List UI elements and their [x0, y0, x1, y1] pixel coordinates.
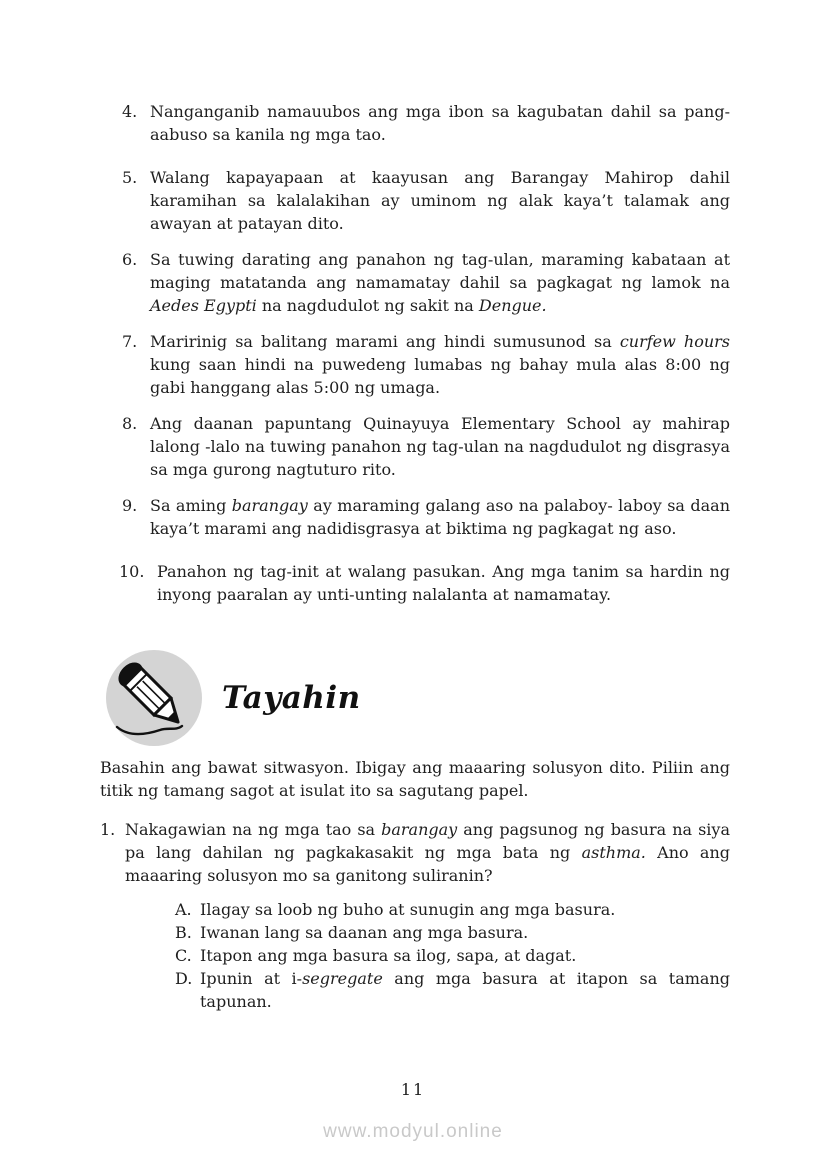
item-text: Walang kapayapaan at kaayusan ang Barangay Mahirop dahil karamihan sa kalalakihan ay uminom ng alak kaya’t talamak ang awayan at patayan dito. [150, 168, 730, 233]
item-text: Ang daanan papuntang Quinayuya Elementary School ay mahirap lalong -lalo na tuwing panahon ng tag-ulan na nagdudulot ng disgrasya sa mga gurong nagtuturo rito. [150, 414, 730, 479]
choice-letter: D. [175, 969, 193, 988]
list-item [122, 248, 730, 317]
choice-text: Ilagay sa loob ng buho at sunugin ang mga basura. [200, 900, 616, 919]
question-text: Nakagawian na ng mga tao sa barangay ang pagsunog ng basura na siya pa lang dahilan ng pagkakasakit ng mga bata ng asthma. Ano ang maaaring solusyon mo sa ganitong suliranin? [125, 820, 731, 885]
question-number: 1. [100, 820, 116, 839]
list-item [122, 412, 730, 481]
item-number: 10. [119, 562, 145, 581]
choice-letter: C. [175, 946, 192, 965]
choice-letter: B. [175, 923, 192, 942]
page-number: 11 [400, 1080, 426, 1099]
item-number: 5. [122, 168, 138, 187]
choice-c [175, 944, 730, 967]
list-item [122, 494, 730, 540]
choice-list [175, 898, 730, 1013]
pencil-icon [104, 648, 204, 748]
item-number: 6. [122, 250, 138, 269]
section-title: Tayahin [222, 679, 361, 716]
choice-a [175, 898, 730, 921]
choice-d [175, 967, 730, 1013]
item-number: 7. [122, 332, 138, 351]
list-item [122, 330, 730, 399]
item-number: 8. [122, 414, 138, 433]
item-number: 4. [122, 102, 138, 121]
choice-text: Iwanan lang sa daanan ang mga basura. [200, 923, 529, 942]
choice-text: Itapon ang mga basura sa ilog, sapa, at dagat. [200, 946, 577, 965]
item-text: Sa aming barangay ay maraming galang aso na palaboy- laboy sa daan kaya’t marami ang nadidisgrasya at biktima ng pagkagat ng aso. [150, 496, 731, 538]
list-item [122, 166, 730, 235]
numbered-list [119, 100, 731, 606]
choice-letter: A. [175, 900, 192, 919]
item-text: Sa tuwing darating ang panahon ng tag-ulan, maraming kabataan at maging matatanda ang namamatay dahil sa pagkagat ng lamok na Aedes Egypti na nagdudulot ng sakit na Dengue. [150, 250, 730, 315]
instructions-text: Basahin ang bawat sitwasyon. Ibigay ang maaaring solusyon dito. Piliin ang titik ng tamang sagot at isulat ito sa sagutang papel. [100, 758, 730, 800]
watermark: www.modyul.online [323, 1121, 503, 1142]
question-body [125, 818, 730, 1013]
item-number: 9. [122, 496, 138, 515]
item-text: Panahon ng tag-init at walang pasukan. Ang mga tanim sa hardin ng inyong paaralan ay unti-unting nalalanta at namamatay. [157, 562, 730, 604]
choice-text: Ipunin at i-segregate ang mga basura at itapon sa tamang tapunan. [200, 969, 730, 1011]
list-item [119, 560, 730, 606]
list-item [122, 100, 730, 146]
question-1 [100, 818, 730, 1013]
item-text: Maririnig sa balitang marami ang hindi sumusunod sa curfew hours kung saan hindi na puwedeng lumabas ng bahay mula alas 8:00 ng gabi hanggang alas 5:00 ng umaga. [150, 332, 731, 397]
item-text: Nanganganib namauubos ang mga ibon sa kagubatan dahil sa pang-aabuso sa kanila ng mga tao. [150, 102, 730, 144]
choice-b [175, 921, 730, 944]
assessment-header [104, 648, 730, 748]
